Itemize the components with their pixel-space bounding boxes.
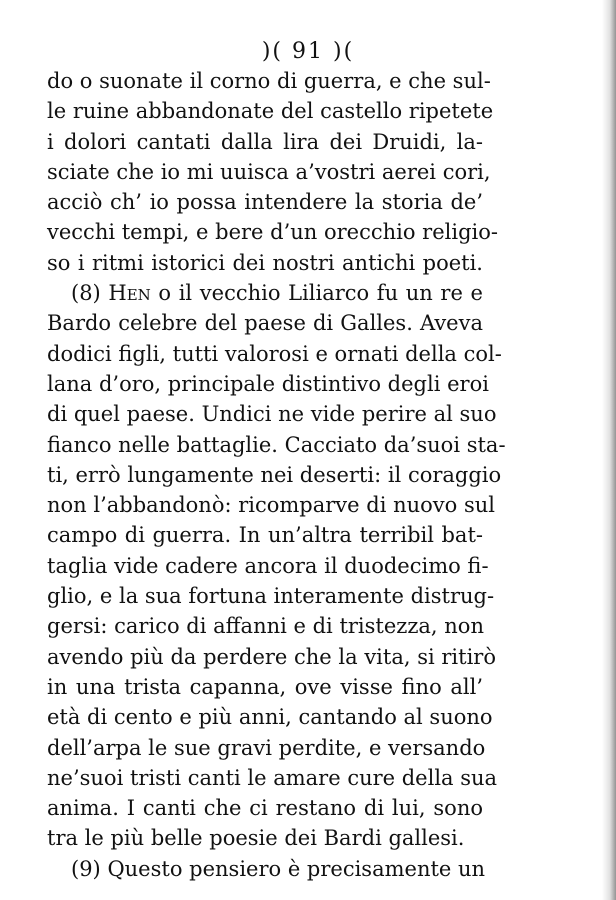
page-number-header: )( 91 )( [261, 39, 355, 64]
text-line: vecchi tempi, e bere d’un orecchio religio- [47, 220, 498, 245]
text-line: età di cento e più anni, cantando al suono [47, 705, 493, 730]
text-line: acciò ch’ io possa intendere la storia de’ [47, 190, 483, 215]
text-line: ne’suoi tristi canti le amare cure della sua [47, 765, 498, 790]
page-edge-shadow [602, 0, 616, 900]
footnote-text: o il vecchio Liliarco fu un re e [158, 281, 483, 306]
text-line: gersi: carico di affanni e di tristezza, non [47, 614, 484, 639]
text-line: tra le più belle poesie dei Bardi gallesi. [47, 826, 465, 851]
text-line: avendo più da perdere che la vita, si ritirò [47, 644, 496, 669]
text-line: so i ritmi istorici dei nostri antichi poeti. [47, 250, 483, 275]
text-line: sciate che io mi uuisca a’vostri aerei cori, [47, 159, 491, 184]
text-line: lana d’oro, principale distintivo degli eroi [47, 371, 489, 396]
footnote-text: Questo pensiero è precisamente un [107, 856, 486, 881]
text-line: taglia vide cadere ancora il duodecimo fi- [47, 553, 489, 578]
footnote-name: Hen [108, 281, 151, 306]
footnote-8-first-line [47, 278, 483, 308]
text-line: campo di guerra. In un’altra terribil bat- [47, 523, 483, 548]
text-line: di quel paese. Undici ne vide perire al suo [47, 402, 497, 427]
text-line: ti, errò lungamente nei deserti: il coraggio [47, 462, 502, 487]
footnote-marker: (9) [71, 856, 101, 881]
footnote-marker: (8) [71, 281, 101, 306]
text-line: dell’arpa le sue gravi perdite, e versando [47, 735, 486, 760]
text-line: glio, e la sua fortuna interamente distrug- [47, 584, 495, 609]
text-line: dodici figli, tutti valorosi e ornati della col- [47, 341, 502, 366]
text-line: i dolori cantati dalla lira dei Druidi, la- [47, 129, 483, 154]
text-line: le ruine abbandonate del castello ripetete [47, 99, 494, 124]
text-line: anima. I canti che ci restano di lui, sono [47, 796, 483, 821]
footnote-9-first-line [47, 854, 486, 884]
text-line: Bardo celebre del paese di Galles. Aveva [47, 311, 483, 336]
text-line: fianco nelle battaglie. Cacciato da’suoi sta- [47, 432, 506, 457]
text-line: do o suonate il corno di guerra, e che sul- [47, 69, 491, 93]
text-line: non l’abbandonò: ricomparve di nuovo sul [47, 493, 495, 518]
body-text [47, 66, 506, 884]
text-line: in una trista capanna, ove visse fino all’ [47, 674, 483, 699]
